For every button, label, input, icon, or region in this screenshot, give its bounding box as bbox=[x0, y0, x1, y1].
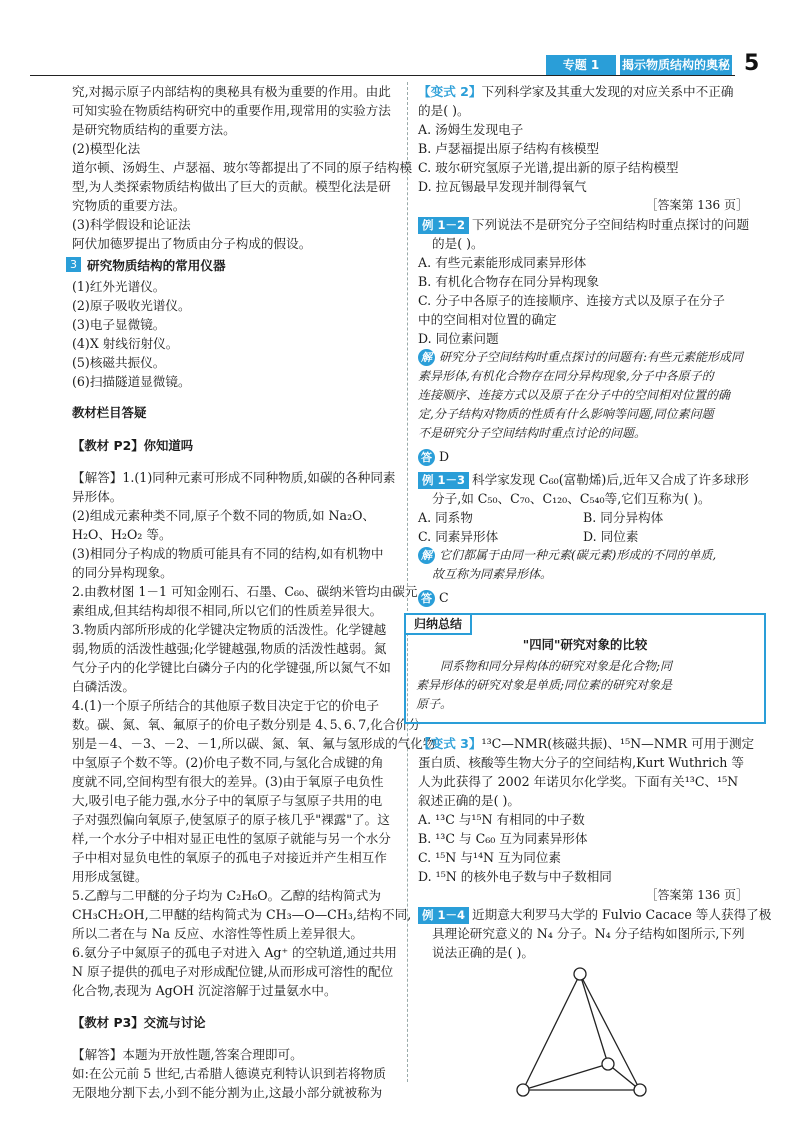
section-number: 3 bbox=[66, 257, 81, 272]
text-line: 异形体。 bbox=[72, 489, 123, 505]
section-title: 研究物质结构的常用仪器 bbox=[87, 258, 226, 273]
p2-title: 【教材 P2】你知道吗 bbox=[72, 437, 194, 453]
p3-title: 【教材 P3】交流与讨论 bbox=[72, 1014, 206, 1030]
section-heading bbox=[66, 255, 402, 274]
option: C. 同素异形体 bbox=[418, 529, 499, 544]
solution bbox=[418, 348, 748, 367]
text-line: 如:在公元前 5 世纪,古希腊人德谟克利特认识到若将物质 bbox=[72, 1065, 386, 1081]
answer-ref: ［答案第 136 页］ bbox=[645, 198, 748, 212]
text-line: 样,一个水分子中相对显正电性的氢原子就能与另一个水分 bbox=[72, 831, 391, 847]
option: D. 同位素问题 bbox=[418, 331, 499, 346]
text-line: 中氢原子个数不等。(2)价电子数不同,与氢化合成键的角 bbox=[72, 755, 384, 771]
text-line: 用形成氢键。 bbox=[72, 869, 148, 885]
text-line: (2)模型化法 bbox=[72, 141, 141, 156]
text-line: 是研究物质结构的重要方法。 bbox=[72, 122, 236, 137]
text-line: 5.乙醇与二甲醚的分子均为 C₂H₆O。乙醇的结构简式为 bbox=[72, 888, 381, 904]
option: D. ¹⁵N 的核外电子数与中子数相同 bbox=[418, 869, 612, 884]
text-line: 的是( )。 bbox=[418, 103, 470, 118]
text-line: 不是研究分子空间结构时重点讨论的问题。 bbox=[418, 426, 647, 440]
instrument-item: (4)X 射线衍射仪。 bbox=[72, 336, 179, 351]
n-atom bbox=[574, 968, 586, 980]
n4-structure-diagram bbox=[418, 962, 748, 1112]
instrument-item: (5)核磁共振仪。 bbox=[72, 355, 166, 370]
text-line: 4.(1)一个原子所结合的其他原子数目决定于它的价电子 bbox=[72, 698, 379, 714]
option: A. 汤姆生发现电子 bbox=[418, 122, 524, 137]
text-line: 无限地分割下去,小到不能分割为止,这最小部分就被称为 bbox=[72, 1084, 383, 1100]
text-line: 型,为人类探索物质结构做出了巨大的贡献。模型化法是研 bbox=[72, 179, 391, 194]
example-1-3 bbox=[418, 470, 748, 489]
text-line: 科学家发现 C₆₀(富勒烯)后,近年又合成了许多球形 bbox=[472, 472, 749, 487]
text-line: 别是－4、－3、－2、－1,所以碳、氮、氧、氟与氢形成的气化物 bbox=[72, 736, 436, 752]
bond-line bbox=[523, 1064, 608, 1090]
solution-icon: 解 bbox=[418, 349, 435, 366]
text-line: 蛋白质、核酸等生物大分子的空间结构,Kurt Wuthrich 等 bbox=[418, 755, 744, 770]
header-rule bbox=[30, 75, 735, 76]
option: A. 同系物 bbox=[418, 510, 473, 525]
text-line: 道尔顿、汤姆生、卢瑟福、玻尔等都提出了不同的原子结构模 bbox=[72, 160, 413, 175]
option: A. 有些元素能形成同素异形体 bbox=[418, 255, 587, 270]
example-tag: 例 1－2 bbox=[418, 217, 469, 234]
instrument-item: (2)原子吸收光谱仪。 bbox=[72, 298, 191, 313]
n-atom bbox=[517, 1084, 529, 1096]
text-line: 素异形体的研究对象是单质;同位素的研究对象是 bbox=[416, 678, 673, 692]
text-line: N 原子提供的孤电子对形成配位键,从而形成可溶性的配位 bbox=[72, 964, 394, 980]
summary-box bbox=[404, 613, 766, 724]
chapter-title: 揭示物质结构的奥秘 bbox=[620, 55, 732, 75]
solution bbox=[418, 546, 748, 565]
text-line: 可知实验在物质结构研究中的重要作用,现常用的实验方法 bbox=[72, 103, 391, 118]
text-line: 人为此获得了 2002 年诺贝尔化学奖。下面有关¹³C、¹⁵N bbox=[418, 774, 739, 789]
text-line: 下列科学家及其重大发现的对应关系中不正确 bbox=[481, 84, 734, 99]
option: C. 分子中各原子的连接顺序、连接方式以及原子在分子 bbox=[418, 293, 725, 308]
bond-line bbox=[523, 974, 580, 1090]
instrument-item: (1)红外光谱仪。 bbox=[72, 279, 166, 294]
instrument-item: (3)电子显微镜。 bbox=[72, 317, 166, 332]
text-line: 究物质的重要方法。 bbox=[72, 198, 186, 213]
option-row bbox=[418, 527, 748, 546]
summary-title: "四同"研究对象的比较 bbox=[522, 637, 648, 652]
text-line: 子中相对显负电性的氧原子的孤电子对接近并产生相互作 bbox=[72, 850, 387, 866]
instrument-item: (6)扫描隧道显微镜。 bbox=[72, 374, 191, 389]
example-1-4 bbox=[418, 905, 772, 924]
option: B. ¹³C 与 C₆₀ 互为同素异形体 bbox=[418, 831, 588, 846]
option: B. 同分异构体 bbox=[583, 510, 664, 525]
text-line: 素异形体,有机化合物存在同分异构现象,分子中各原子的 bbox=[418, 369, 714, 383]
right-column bbox=[414, 82, 772, 1116]
text-line: 故互称为同素异形体。 bbox=[432, 567, 553, 581]
text-line: 数。碳、氮、氧、氟原子的价电子数分别是 4､5､6､7,化合价分 bbox=[72, 717, 421, 733]
text-line: 的是( )。 bbox=[432, 236, 484, 251]
text-line: CH₃CH₂OH,二甲醚的结构简式为 CH₃—O—CH₃,结构不同, bbox=[72, 907, 412, 923]
text-line: 连接顺序、连接方式以及原子在分子中的空间相对位置的确 bbox=[418, 388, 731, 402]
option: D. 同位素 bbox=[583, 529, 639, 544]
n-atom bbox=[634, 1084, 646, 1096]
option: C. 玻尔研究氢原子光谱,提出新的原子结构模型 bbox=[418, 160, 679, 175]
bond-line bbox=[580, 974, 640, 1090]
n-atom bbox=[602, 1058, 614, 1070]
option: B. 卢瑟福提出原子结构有核模型 bbox=[418, 141, 599, 156]
text-line: 3.物质内部所形成的化学键决定物质的活泼性。化学键越 bbox=[72, 622, 387, 638]
answer-value: C bbox=[439, 590, 449, 605]
text-line: 同系物和同分异构体的研究对象是化合物;同 bbox=[440, 659, 673, 673]
answer bbox=[418, 447, 748, 466]
text-line: (2)组成元素种类不同,原子个数不同的物质,如 Na₂O、 bbox=[72, 508, 376, 524]
text-line: 阿伏加德罗提出了物质由分子构成的假设。 bbox=[72, 236, 312, 251]
answer-value: D bbox=[439, 449, 450, 464]
text-line: 【解答】本题为开放性题,答案合理即可。 bbox=[72, 1046, 303, 1062]
text-line: 说法正确的是( )。 bbox=[432, 945, 534, 960]
answer bbox=[418, 588, 748, 607]
text-line: 弱,物质的活泼性越强;化学键越强,物质的活泼性越弱。氮 bbox=[72, 641, 387, 657]
text-line: 【解答】1.(1)同种元素可形成不同种物质,如碳的各种同素 bbox=[72, 470, 396, 486]
text-line: 究,对揭示原子内部结构的奥秘具有极为重要的作用。由此 bbox=[72, 84, 391, 99]
text-line: 素组成,但其结构却很不相同,所以它们的性质差异很大。 bbox=[72, 603, 383, 619]
solution-icon: 解 bbox=[418, 547, 435, 564]
variant2-question bbox=[418, 82, 748, 101]
text-line: 子对强烈偏向氧原子,使氢原子的原子核几乎"裸露"了。这 bbox=[72, 812, 390, 828]
option: C. ¹⁵N 与¹⁴N 互为同位素 bbox=[418, 850, 561, 865]
text-line: 它们都属于由同一种元素(碳元素)形成的不同的单质, bbox=[439, 548, 717, 562]
text-line: 分子,如 C₅₀、C₇₀、C₁₂₀、C₅₄₀等,它们互称为( )。 bbox=[432, 491, 711, 506]
option: D. 拉瓦锡最早发现并制得氧气 bbox=[418, 179, 587, 194]
left-column bbox=[70, 82, 436, 1102]
text-line: (3)科学假设和论证法 bbox=[72, 217, 191, 232]
column-divider bbox=[407, 82, 408, 1082]
answer-icon: 答 bbox=[418, 590, 435, 607]
example-1-2 bbox=[418, 215, 748, 234]
text-line: 具理论研究意义的 N₄ 分子。N₄ 分子结构如图所示,下列 bbox=[432, 926, 745, 941]
example-tag: 例 1－3 bbox=[418, 472, 469, 489]
topic-badge: 专题 1 bbox=[546, 55, 616, 75]
text-line: 的同分异构现象。 bbox=[72, 565, 173, 581]
text-line: 研究分子空间结构时重点探讨的问题有:有些元素能形成同 bbox=[439, 350, 744, 364]
text-line: 原子。 bbox=[416, 697, 453, 711]
variant2-label: 【变式 2】 bbox=[418, 84, 482, 99]
option: B. 有机化合物存在同分异构现象 bbox=[418, 274, 599, 289]
option: 中的空间相对位置的确定 bbox=[418, 312, 557, 327]
summary-label: 归纳总结 bbox=[404, 613, 472, 635]
example-tag: 例 1－4 bbox=[418, 907, 469, 924]
text-line: 定,分子结构对物质的性质有什么影响等问题,同位素问题 bbox=[418, 407, 714, 421]
text-line: 6.氨分子中氮原子的孤电子对进入 Ag⁺ 的空轨道,通过共用 bbox=[72, 945, 397, 961]
text-line: 化合物,表现为 AgOH 沉淀溶解于过量氨水中。 bbox=[72, 983, 337, 999]
answer-ref: ［答案第 136 页］ bbox=[645, 888, 748, 902]
variant3-question bbox=[418, 734, 755, 753]
text-line: 2.由教材图 1－1 可知金刚石、石墨、C₆₀、碳纳米管均由碳元 bbox=[72, 584, 418, 600]
option: A. ¹³C 与¹⁵N 有相同的中子数 bbox=[418, 812, 585, 827]
page-number: 5 bbox=[744, 51, 760, 76]
qa-title: 教材栏目答疑 bbox=[72, 405, 147, 421]
text-line: 度就不同,空间构型有很大的差异。(3)由于氧原子电负性 bbox=[72, 774, 384, 790]
text-line: (3)相同分子构成的物质可能具有不同的结构,如有机物中 bbox=[72, 546, 384, 562]
text-line: ¹³C—NMR(核磁共振)、¹⁵N—NMR 可用于测定 bbox=[481, 736, 755, 751]
variant3-label: 【变式 3】 bbox=[418, 736, 482, 751]
text-line: 下列说法不是研究分子空间结构时重点探讨的问题 bbox=[472, 217, 750, 232]
text-line: 叙述正确的是( )。 bbox=[418, 793, 520, 808]
page-header bbox=[30, 51, 775, 77]
text-line: 白磷活泼。 bbox=[72, 679, 135, 695]
text-line: H₂O、H₂O₂ 等。 bbox=[72, 527, 172, 543]
text-line: 气分子内的化学键比白磷分子内的化学键强,所以氮气不如 bbox=[72, 660, 391, 676]
option-row bbox=[418, 508, 748, 527]
text-line: 近期意大利罗马大学的 Fulvio Cacace 等人获得了极 bbox=[472, 907, 772, 922]
answer-icon: 答 bbox=[418, 449, 435, 466]
text-line: 大,吸引电子能力强,水分子中的氧原子与氢原子共用的电 bbox=[72, 793, 383, 809]
text-line: 所以二者在与 Na 反应、水溶性等性质上差异很大。 bbox=[72, 926, 364, 942]
